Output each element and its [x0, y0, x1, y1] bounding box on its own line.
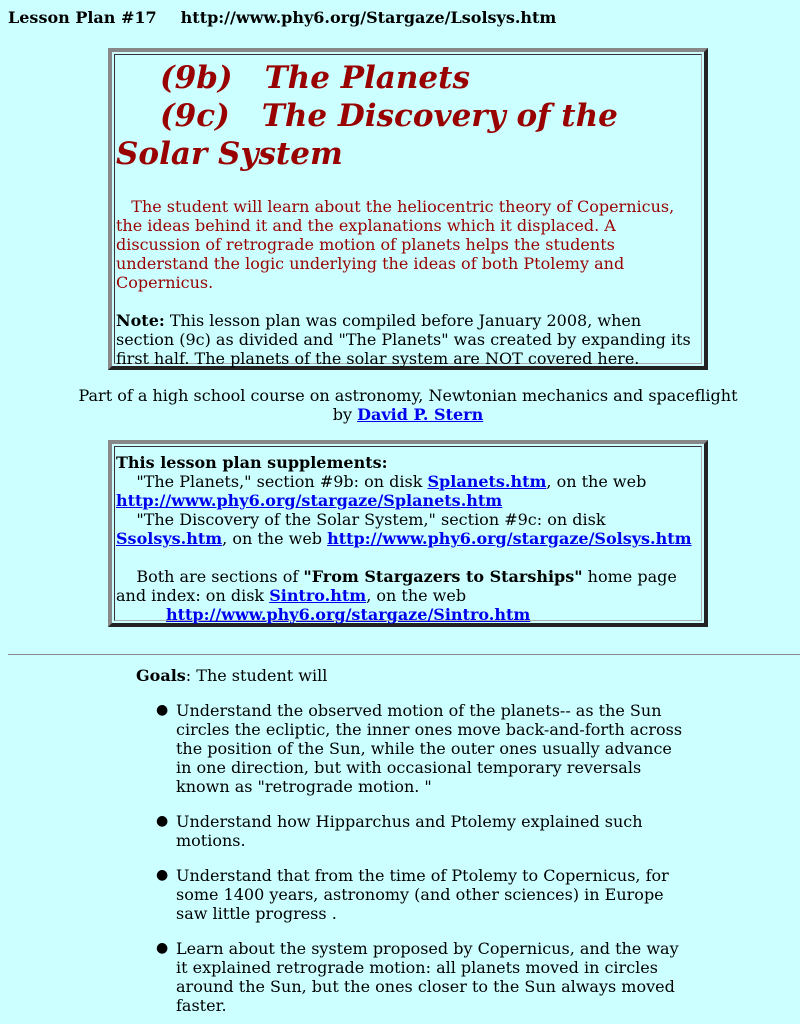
- intro-text: [116, 197, 700, 292]
- goal-text: Learn about the system proposed by Copernicus, and the way it explained retrograde motion: all planets moved in circles around the Sun, but the ones closer to the Sun always moved faster.: [176, 939, 679, 1015]
- supp-solsys-desc: "The Discovery of the Solar System," section #9c: on disk: [136, 510, 606, 529]
- goal-text: Understand how Hipparchus and Ptolemy explained such motions.: [176, 812, 643, 850]
- section-9b-number: (9b): [160, 60, 233, 96]
- intro-body: The student will learn about the heliocentric theory of Copernicus, the ideas behind it and the explanations which it displaced. A discussion of retrograde motion of planets helps the students understand the logic underlying the ideas of both Ptolemy and Copernicus.: [116, 197, 675, 292]
- page-title: [116, 59, 700, 173]
- supplements-heading: This lesson plan supplements:: [116, 453, 388, 472]
- course-title: "From Stargazers to Starships": [303, 567, 583, 586]
- course-byline: [0, 386, 800, 424]
- title-box: [108, 48, 708, 370]
- course-description: Part of a high school course on astronomy, Newtonian mechanics and spaceflight: [78, 386, 738, 405]
- bullet-icon: ●: [156, 702, 169, 718]
- home-page-text: home page and index: on disk: [116, 567, 677, 605]
- both-sections-text: Both are sections of: [136, 567, 304, 586]
- goals-list: [156, 701, 686, 1024]
- goal-item: [156, 701, 686, 796]
- supp-planets-desc: "The Planets," section #9b: on disk: [136, 472, 428, 491]
- byline-by: by: [332, 405, 358, 424]
- supplements-content: [116, 453, 700, 624]
- bullet-icon: ●: [156, 813, 169, 829]
- lesson-number: Lesson Plan #17: [8, 8, 157, 27]
- supplements-box: [108, 440, 708, 627]
- goals-heading: [136, 666, 327, 685]
- goal-text: Understand the observed motion of the planets-- as the Sun circles the ecliptic, the inner ones move back-and-forth across the position of the Sun, while the outer ones usually advance in one direction, but with occasional temporary reversals known as "retrograde motion. ": [176, 701, 683, 796]
- bullet-icon: ●: [156, 867, 169, 883]
- solsys-web-link[interactable]: http://www.phy6.org/stargaze/Solsys.htm: [327, 529, 692, 548]
- goals-intro: : The student will: [185, 666, 328, 685]
- section-9c-number: (9c): [160, 98, 230, 134]
- section-9c-title: The Discovery of the: [261, 98, 618, 134]
- sintro-web-link[interactable]: http://www.phy6.org/stargaze/Sintro.htm: [166, 605, 531, 624]
- section-9b-title: The Planets: [264, 60, 470, 96]
- horizontal-divider: [8, 654, 800, 655]
- note-paragraph: [116, 311, 700, 368]
- ssolsys-disk-link[interactable]: Ssolsys.htm: [116, 529, 223, 548]
- note-text: This lesson plan was compiled before January 2008, when section (9c) as divided and "The Planets" was created by expanding its first half. The planets of the solar system are NOT covered here.: [116, 311, 691, 368]
- sintro-web-label: , on the web: [366, 586, 467, 605]
- section-9c-title-cont: Solar System: [116, 136, 343, 172]
- bullet-icon: ●: [156, 940, 169, 956]
- supp-solsys-web-label: , on the web: [222, 529, 328, 548]
- splanets-disk-link[interactable]: Splanets.htm: [427, 472, 547, 491]
- page-url: http://www.phy6.org/Stargaze/Lsolsys.htm: [180, 8, 557, 27]
- goals-label: Goals: [136, 666, 186, 685]
- note-label: Note:: [116, 311, 165, 330]
- page-header: [8, 8, 556, 27]
- goal-text: Understand that from the time of Ptolemy to Copernicus, for some 1400 years, astronomy (and other sciences) in Europe saw little progress .: [176, 866, 669, 923]
- author-link[interactable]: David P. Stern: [357, 405, 484, 424]
- goal-item: [156, 866, 686, 923]
- supp-planets-web-label: , on the web: [546, 472, 647, 491]
- sintro-disk-link[interactable]: Sintro.htm: [269, 586, 367, 605]
- goal-item: [156, 812, 686, 850]
- splanets-web-link[interactable]: http://www.phy6.org/stargaze/Splanets.htm: [116, 491, 503, 510]
- goal-item: [156, 939, 686, 1015]
